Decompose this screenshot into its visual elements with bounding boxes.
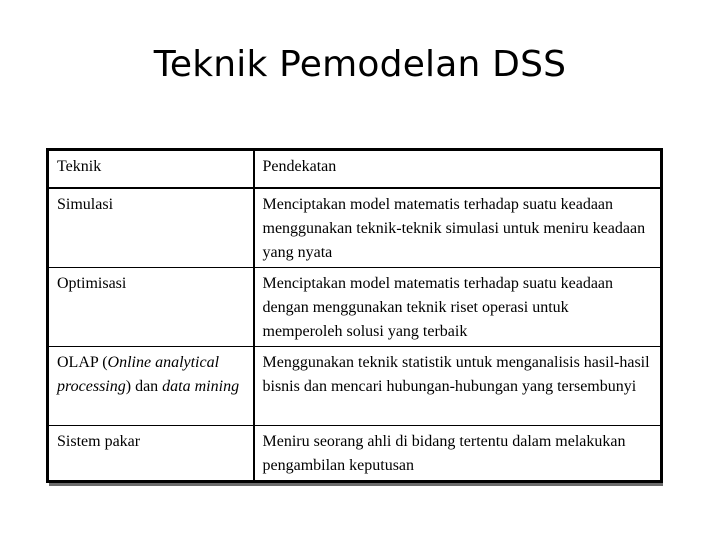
table-header-row xyxy=(48,150,662,189)
table-row xyxy=(48,347,662,426)
table-row xyxy=(48,188,662,268)
table-row xyxy=(48,426,662,482)
cell-teknik: Sistem pakar xyxy=(48,426,254,482)
cell-pendekatan: Meniru seorang ahli di bidang tertentu dalam melakukan pengambilan keputusan xyxy=(254,426,662,482)
cell-pendekatan: Menciptakan model matematis terhadap suatu keadaan menggunakan teknik-teknik simulasi untuk meniru keadaan yang nyata xyxy=(254,188,662,268)
teknik-text-italic: data mining xyxy=(162,378,240,395)
cell-teknik: Simulasi xyxy=(48,188,254,268)
teknik-text: ) dan xyxy=(125,378,163,395)
header-teknik: Teknik xyxy=(48,150,254,189)
table-row xyxy=(48,268,662,347)
teknik-text: OLAP ( xyxy=(57,354,108,371)
teknik-text-italic: Online analytical processing xyxy=(57,354,220,395)
slide-title: Teknik Pemodelan DSS xyxy=(153,44,567,85)
technique-table-container xyxy=(46,148,660,483)
cell-pendekatan: Menciptakan model matematis terhadap suatu keadaan dengan menggunakan teknik riset operasi untuk memperoleh solusi yang terbaik xyxy=(254,268,662,347)
cell-teknik xyxy=(48,347,254,426)
cell-teknik: Optimisasi xyxy=(48,268,254,347)
header-pendekatan: Pendekatan xyxy=(254,150,662,189)
technique-table xyxy=(46,148,663,483)
cell-pendekatan: Menggunakan teknik statistik untuk menganalisis hasil-hasil bisnis dan mencari hubungan-hubungan yang tersembunyi xyxy=(254,347,662,426)
